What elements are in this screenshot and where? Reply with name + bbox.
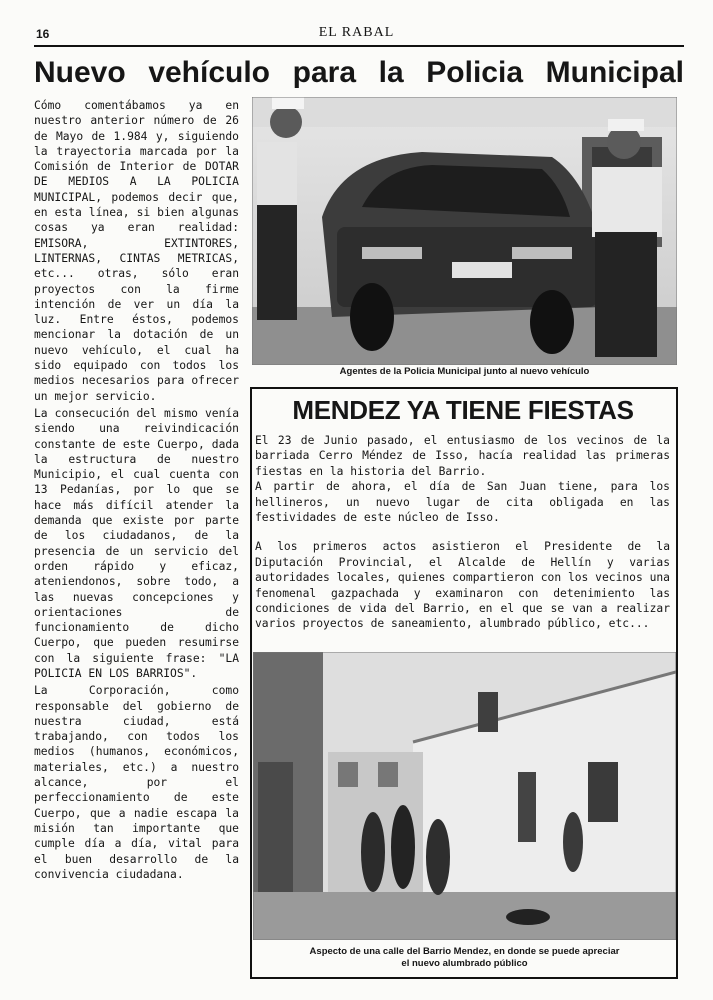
article1-paragraph: La Corporación, como responsable del gobierno de nuestra ciudad, está trabajando, con todos los medios (humanos, económicos, materiales, etc.) a nuestro alcance, por el perfeccionamiento de este Cuerpo, que a nadie escapa la misión tan importante que cumple día a día, vital para el buen desarrollo de la convivencia ciudadana. [34, 684, 239, 881]
street-photo [253, 652, 676, 940]
photo2-caption-line: Aspecto de una calle del Barrio Mendez, en donde se puede apreciar [309, 946, 620, 957]
article2-body [255, 433, 670, 632]
page-number: 16 [36, 27, 50, 41]
article1-body [34, 98, 239, 884]
article1-headline [34, 56, 684, 90]
headline-word: vehículo [148, 56, 271, 89]
article1-paragraph: La consecución del mismo venía siendo una reivindicación constante de este Cuerpo, dada la estructura de nuestro Municipio, el cual cuenta con 13 Pedanías, por lo que se hace más difícil atender la demanda que existe por parte de los ciudadanos, de la presencia de un servicio del orden rápido y eficaz, ateniendonos, sobre todo, a las nuevas concepciones y orientaciones de funcionamiento de dicho Cuerpo, que pueden resumirse con la siguiente frase: "LA POLICIA EN LOS BARRIOS". [34, 406, 239, 680]
police-car-photo [252, 97, 677, 365]
photo2-caption-line: el nuevo alumbrado público [401, 958, 528, 969]
headline-word: para [292, 56, 357, 89]
publication-name: EL RABAL [318, 25, 395, 40]
header-rule [34, 45, 684, 47]
headline-word: Nuevo [34, 56, 126, 89]
article2-paragraph: El 23 de Junio pasado, el entusiasmo de los vecinos de la barriada Cerro Méndez de Isso, hacía realidad las primeras fiestas en la historia del Barrio. [255, 434, 670, 478]
article2-paragraph: A los primeros actos asistieron el Presidente de la Diputación Provincial, el Alcalde de Hellín y varias autoridades locales, quienes compartieron con los vecinos una fenomenal gazpachada y examinaron con detenimiento las condiciones de vida del Barrio, en el que se van a realizar varios proyectos de saneamiento, alumbrado público, etc... [255, 540, 670, 631]
headline-word: Municipal [545, 56, 684, 89]
photo2-caption [253, 946, 676, 970]
headline-word: la [378, 56, 404, 89]
article1-paragraph: Cómo comentábamos ya en nuestro anterior número de 26 de Mayo de 1.984 y, siguiendo la trayectoria marcada por la Comisión de Interior de DOTAR DE MEDIOS A LA POLICIA MUNICIPAL, podemos decir que, en esta línea, si bien algunas cosas ya eran realidad: EMISORA, EXTINTORES, LINTERNAS, CINTAS METRICAS, etc... otras, sólo eran proyectos con la firme intención de ver un día la luz. Entre éstos, podemos mencionar la dotación de un nuevo vehículo, el cual ha sido equipado con todos los medios necesarios para ofrecer un mejor servicio. [34, 99, 239, 403]
article2-headline: MENDEZ YA TIENE FIESTAS [292, 395, 634, 425]
headline-word: Policia [426, 56, 524, 89]
article2-paragraph: A partir de ahora, el día de San Juan tiene, para los hellineros, un nuevo lugar de cita obligada en las festividades de este núcleo de Isso. [255, 480, 670, 525]
photo1-caption: Agentes de la Policia Municipal junto al nuevo vehículo [339, 366, 590, 377]
